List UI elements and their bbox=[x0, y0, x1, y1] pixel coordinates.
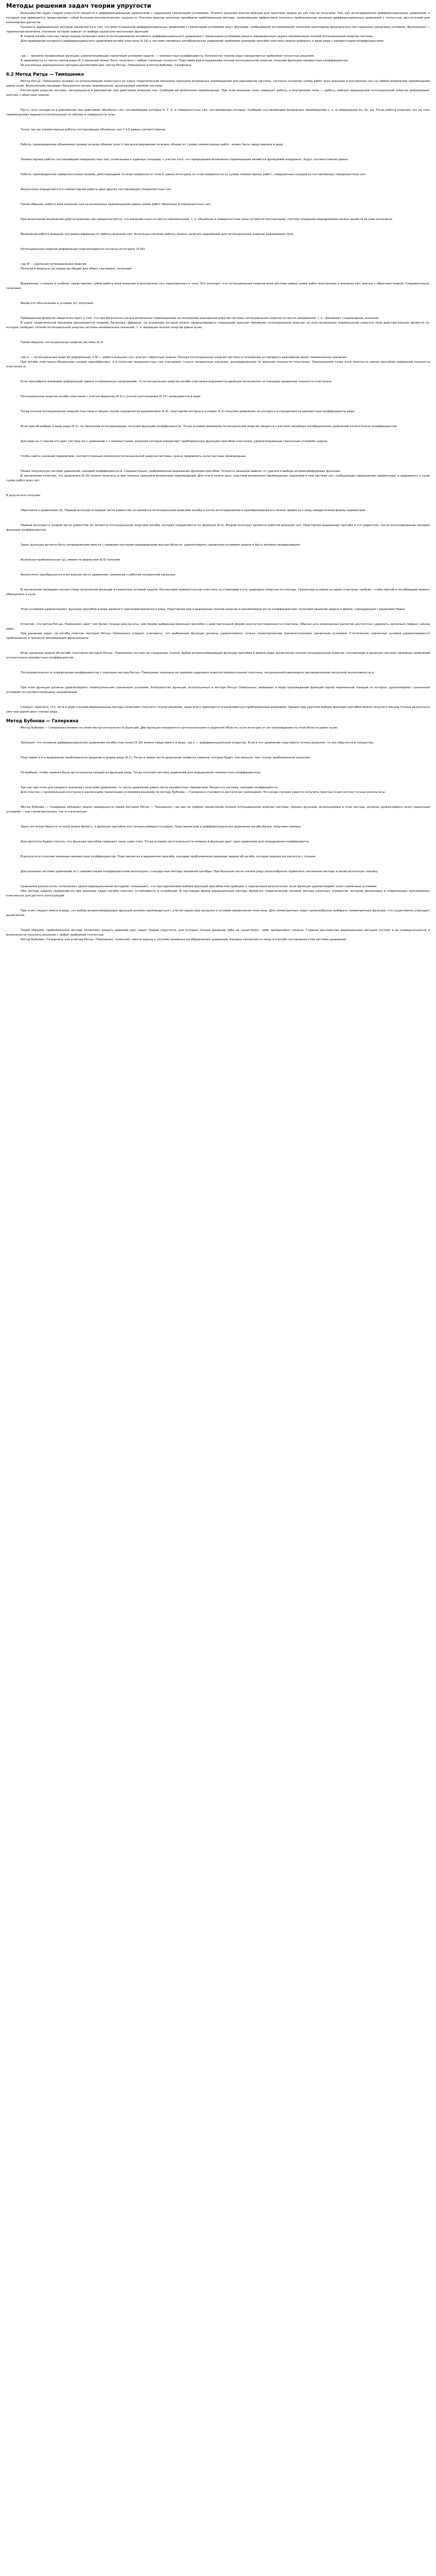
paragraph: Первый интеграл в правой части равенства (е) является потенциальной энергией изгиба, которая определяется по формуле (6.5). Второй интеграл является работой внешних сил. Подставляя выражение прогиба в это равенство, после интегрирования находим функцию коэффициентов. bbox=[6, 524, 430, 532]
paragraph: Для простоты будем считать, что функция прогибов содержит лишь один член. Тогда условие ортогональности невязки к функции дает одно уравнение для определения коэффициента. bbox=[21, 840, 310, 843]
equation-placeholder bbox=[6, 760, 430, 771]
equation-placeholder bbox=[6, 483, 430, 494]
paragraph: Для приведения основного дифференциального уравнения изгиба пластины (5.16) к системе линейных алгебраических уравнений требуемое значение прогиба пластины можно выбирать в виде ряда с неизвестными коэффициентами. bbox=[21, 40, 385, 43]
equation-placeholder bbox=[6, 291, 430, 301]
equation-placeholder bbox=[6, 498, 430, 509]
equation-placeholder bbox=[6, 132, 430, 143]
paragraph: В заключение проверим соответствие полученной функции и граничных условий задачи. Рассмотрим прямоугольную пластину со сторонами a и b, шарнирно опертую по контуру. Граничные условия на краях пластины требуют, чтобы прогиб и изгибающий момент обращались в нуль. bbox=[6, 588, 430, 596]
equation-placeholder bbox=[6, 192, 430, 202]
equation-placeholder bbox=[6, 918, 430, 928]
paragraph: Если пренебречь влиянием деформаций сдвига и нормальных напряжений, то потенциальная энергия изгиба пластинки выражается двойным интегралом по площади срединной плоскости пластинки: bbox=[21, 380, 332, 383]
paragraph: Отметим, что метод Ритца—Тимошенко дает тем более точные результаты, чем ближе выбранная функция прогибов к действительной форме изогнутой поверхности пластины. Обычно для инженерных расчетов достаточно удержать несколько первых членов ряда. bbox=[6, 623, 430, 631]
paragraph: Рассмотрим упругую систему, находящуюся в равновесии под действием внешних сил. Сообщим ей возможное перемещение. При этом внешние силы совершат работу, а внутренние силы — работу, равную приращению потенциальной энергии деформации, взятому с обратным знаком. bbox=[6, 89, 430, 97]
paragraph: где W — удельная потенциальная энергия. bbox=[21, 263, 88, 266]
paragraph: Следует заметить, что, хотя в ряде случаев вариационные методы позволяют получить точное решение, чаще всего приходится ограничиваться приближенным решением. Однако при удачном выборе функции прогибов можно получить весьма точные результаты уже при одном-двух членах ряда. bbox=[6, 706, 430, 714]
paragraph: Так как при этом для каждого значения i получаем уравнение, то число уравнений равно числу неизвестных параметров. Решая эту систему, находим коэффициенты. bbox=[21, 786, 278, 789]
equation-placeholder bbox=[6, 859, 430, 870]
equation-placeholder bbox=[6, 414, 430, 425]
equation-placeholder bbox=[6, 252, 430, 262]
paragraph: Метод Бубнова — Галеркина обладает рядом преимуществ перед методом Ритца — Тимошенко, так как не требует вычисления полной потенциальной энергии системы. Однако функции, используемые в этом методе, должны удовлетворять всем граничным условиям — как геометрическим, так и статическим. bbox=[6, 806, 430, 814]
equation-placeholder bbox=[6, 207, 430, 217]
paragraph: Элементарные работы составляющей поверхностных сил, отнесенные к единице площади, с учетом того, что приращения возможных перемещений являются функциями координат, будут соответственно равны bbox=[21, 158, 348, 161]
equation-placeholder bbox=[6, 548, 430, 558]
paragraph: Сущность вариационных методов заключается в том, что вместо решения дифференциальных уравнений с граничными условиями ищут функцию, сообщающую экстремальное значение некоторому функционалу при заданных граничных условиях. Функционал — переменная величина, значение которой зависит от выбора одной или нескольких функций. bbox=[6, 26, 430, 33]
equation-placeholder bbox=[6, 660, 430, 671]
paragraph: При решении задач по изгибу пластин методом Ритца—Тимошенко следует учитывать, что выбранные функции должны удовлетворять только геометрическим (кинематическим) граничным условиям. Статические граничные условия удовлетворяются приближенно в процессе минимизации функционала. bbox=[6, 632, 430, 640]
paragraph: Метод Ритца—Тимошенко основан на использовании известного из курса теоретической механики принципа возможных перемещений для равновесия системы, согласно которому сумма работ всех внешних и внутренних сил на любом возможном перемещении равна нулю. Возможными называют бесконечно малые перемещения, допускаемые связями системы. bbox=[6, 80, 430, 88]
equation-placeholder bbox=[6, 829, 430, 840]
paragraph: Возможная работа внешних сил равна вариации от работы внешних сил. Используя понятие работы, можно записать выражение для потенциальной энергии деформации тела: bbox=[21, 233, 294, 236]
equation-placeholder bbox=[6, 731, 430, 741]
equation-placeholder bbox=[6, 563, 430, 573]
equation-placeholder bbox=[6, 578, 430, 588]
paragraph: Точно так же элементарные работы составляющих объемных сил Y и Z равны соответственно bbox=[21, 128, 166, 131]
paragraph: Для решения системы уравнений (е) с неизвестными коэффициентами используют стандартные методы линейной алгебры. При большом числе членов ряда целесообразно применять численные методы и вычислительную технику. bbox=[21, 870, 379, 873]
paragraph: Итак, решение задачи об изгибе пластинки методом Ритца—Тимошенко состоит из следующих этапов: выбор аппроксимирующей функции прогибов в форме ряда; вычисление полной потенциальной энергии; составление и решение системы линейных уравнений относительно неизвестных коэффициентов. bbox=[6, 652, 430, 659]
document-page bbox=[0, 0, 436, 942]
paragraph: Сравнение результатов, полученных двумя вариационными методами, показывает, что при одинаковом выборе функций прогибов они приводят к одинаковым результатам, если функции удовлетворяют всем граничным условиям. bbox=[21, 885, 378, 888]
paragraph: Оба метода широко применяются при решении задач изгиба пластин, устойчивости и колебаний. В настоящее время вариационные методы являются теоретической основой метода конечных элементов, который реализован в современных программных комплексах для расчета конструкций. bbox=[6, 890, 430, 897]
paragraph: В теории изгиба пластин такой подход позволяет вместо интегрирования основного дифференциального уравнения с граничными условиями решать вариационную задачу минимизации полной потенциальной энергии системы. bbox=[21, 35, 374, 38]
equation-placeholder bbox=[6, 117, 430, 128]
paragraph: Подставим в это выражение приближенное решение в форме ряда (6.1). Тогда в левой части уравнения появится невязка, которая будет тем меньше, чем точнее приближенное решение. bbox=[21, 756, 311, 759]
equation-placeholder bbox=[6, 775, 430, 786]
paragraph: В курсе теоретической механики доказывается теорема Лагранжа—Дирихле, на основании которой можно сформулировать следующий принцип минимума потенциальной энергии: из всех возможных перемещений упругого тела действительным является то, которое сообщает полной потенциальной энергии системы минимальное значение, т. е. вариация полной энергии равна нулю. bbox=[6, 321, 430, 329]
paragraph: Чтобы найти значения параметров, соответствующих минимуму потенциальной энергии системы, нужно приравнять нулю частные производные: bbox=[21, 455, 247, 458]
equation-placeholder bbox=[6, 44, 430, 54]
equation-placeholder bbox=[6, 369, 430, 380]
equation-placeholder bbox=[6, 459, 430, 469]
paragraph: Метод Бубнова — Галеркина основан на свойстве ортогональности функций. Две функции называются ортогональными в заданной области, если интеграл от их произведения по этой области равен нулю. bbox=[21, 726, 338, 730]
equation-placeholder bbox=[6, 612, 430, 622]
equation-placeholder bbox=[6, 513, 430, 523]
paragraph: Этим условиям удовлетворяет функция прогибов в виде двойного тригонометрического ряда. Подставляя ряд в выражение полной энергии и минимизируя ее по коэффициентам, получаем решение задачи в форме, совпадающей с решением Навье. bbox=[21, 608, 406, 611]
paragraph: При этом следует иметь в виду, что выбор аппроксимирующих функций должен производиться с учетом характера нагрузки и условий закрепления пластины. Для симметричных задач целесообразно выбирать симметричные функции, что существенно упрощает вычисления. bbox=[6, 909, 430, 917]
equation-placeholder bbox=[6, 745, 430, 756]
paragraph: Аналогично преобразуется и остальная часть уравнения, связанная с работой поперечной нагрузки. bbox=[21, 573, 176, 577]
equation-placeholder bbox=[6, 641, 430, 651]
equation-placeholder bbox=[6, 237, 430, 247]
paragraph: Здесь интеграл берется по всей длине балки L, а функция прогибов w(x) аппроксимируется рядом. Подставляя ряд в дифференциальное уравнение изгиба балки, получаем невязку. bbox=[21, 825, 302, 828]
equation-placeholder bbox=[6, 330, 430, 341]
equation-placeholder bbox=[6, 597, 430, 607]
paragraph: Здесь функции должны быть непрерывными вместе с первыми частными производными внутри области, удовлетворять граничным условиям задачи и быть линейно независимыми. bbox=[21, 544, 301, 547]
paragraph: Таким образом, потенциальная энергия системы (6.2) bbox=[21, 341, 103, 344]
page-title: Методы решения задач теории упругости bbox=[6, 2, 151, 9]
paragraph: где U — потенциальная энергия деформации, а W — работа внешних сил, взятая с обратным знаком. Полная потенциальная энергия системы в положении устойчивого равновесия имеет минимальное значение. bbox=[21, 356, 347, 359]
paragraph: Если прогиб выбран в виде ряда (6.1), то, выполнив интегрирование, получим функцию коэффициентов. Тогда условие минимума потенциальной энергии сводится к системе линейных алгебраических уравнений относительно коэффициентов: bbox=[21, 425, 397, 428]
paragraph: В зависимости от числа членов ряда (6.1) решение может быть получено с любой степенью точности. Подставив ряд в выражение полной потенциальной энергии, получим функцию неизвестных коэффициентов. bbox=[21, 59, 349, 62]
equation-placeholder bbox=[6, 345, 430, 355]
paragraph: Последовательность определения коэффициентов с помощью метода Ритца—Тимошенко показана на примере шарнирно опертой прямоугольной пластины, нагруженной равномерно распределенной нагрузкой интенсивности q: bbox=[21, 671, 375, 674]
equation-placeholder bbox=[6, 899, 430, 909]
paragraph: В результате получим значения неизвестных коэффициентов. Подставляя их в выражение прогиба, находим приближенное решение задачи об изгибе, которое хорошо согласуется с точным. bbox=[21, 855, 317, 858]
paragraph: Выражение, стоящее в скобках, представляет собой работу всех внешних и внутренних сил, приложенных к телу. Это означает, что потенциальная энергия всей системы равна сумме работ внутренних и внешних сил, взятых с обратным знаком. Следовательно, получаем bbox=[6, 282, 430, 290]
paragraph: Тогда полная потенциальная энергия пластины в общем случае определится выражением (6.4), подставляя которое в условие (6.3) получим уравнение, из которого и определяются неизвестные коэффициенты ряда. bbox=[21, 410, 355, 413]
paragraph: Потенциальная энергия деформации подсчитывается согласно интегралу (3.20): bbox=[21, 248, 146, 251]
equation-placeholder bbox=[6, 444, 430, 454]
paragraph: Запишем, что основное дифференциальное уравнение изгиба пластинки (5.16) можно представить в виде, где L — дифференциальный оператор. Если в это уравнение подставить точное решение, то оно обратится в тождество. bbox=[21, 741, 374, 744]
equation-placeholder bbox=[6, 533, 430, 543]
paragraph: Потенциальная энергия изгиба пластинки с учетом формулы (6.2) с учетом соотношения (5.17) записывается в виде bbox=[21, 395, 201, 398]
result-label: В результате получим bbox=[6, 494, 41, 497]
paragraph: При этом функции должны удовлетворять геометрическим граничным условиям. Большинство функций, используемых в методе Ритца—Тимошенко, выбирают в виде произведений функций одной переменной, каждая из которых удовлетворяет граничным условиям по соответствующему направлению. bbox=[6, 686, 430, 694]
paragraph: Решая полученную систему уравнений, находим коэффициенты и, следовательно, приближенное выражение функции прогибов. Точность решения зависит от удачного выбора аппроксимирующих функций. bbox=[21, 470, 341, 473]
equation-placeholder bbox=[6, 844, 430, 855]
section-heading: 6.2 Метод Ритца — Тимошенко bbox=[6, 72, 84, 77]
equation-placeholder bbox=[6, 272, 430, 282]
paragraph: Потребуем, чтобы невязка была ортогональна каждой из функций ряда. Тогда получим систему уравнений для определения неизвестных коэффициентов: bbox=[21, 771, 261, 774]
paragraph: Для ряда из n членов это дает систему из n уравнений с n неизвестными, решение которой определяет приближенную функцию прогибов пластинки, удовлетворяющую граничным условиям задачи. bbox=[21, 440, 328, 443]
equation-placeholder bbox=[6, 874, 430, 885]
paragraph: Из различных вариационных методов рассмотрим два: метод Ритца—Тимошенко и метод Бубнова—Галеркина. bbox=[21, 64, 193, 67]
equation-placeholder bbox=[6, 815, 430, 825]
paragraph: Метод Бубнова—Галеркина, как и метод Ритца—Тимошенко, позволяет свести задачу к системе линейных алгебраических уравнений. Разница заключается лишь в способе составления этой системы уравнений. bbox=[21, 938, 347, 941]
paragraph: В заключение отметим, что уравнения (6.10) можно получить и при помощи принципа возможных перемещений. Для этого нужно дать пластине возможное перемещение, приложив к ней систему сил, сообщающих приращения параметрам, и приравнять к нулю сумму работ всех сил. bbox=[6, 474, 430, 482]
equation-placeholder bbox=[6, 306, 430, 316]
paragraph: где — линейно независимые функции, удовлетворяющие граничным условиям задачи; — неизвестные коэффициенты. Количество членов ряда определяется требуемой точностью решения. bbox=[21, 55, 315, 58]
paragraph: Пусть тело находится в равновесии под действием объемных сил, составляющие которых X, Y, Z, и поверхностных сил, составляющие которых. Сообщим составляющим возможных перемещений u, v, w приращения δu, δv, δw. Тогда работа внешних сил на этих перемещениях выразится интегралами по объему и поверхности тела. bbox=[6, 109, 430, 116]
paragraph: Таким образом, приближенные методы позволяют решать широкий круг задач теории упругости, для которых точные решения либо не существуют, либо чрезвычайно сложны. Главное достоинство вариационных методов состоит в их универсальности и возможности получать решения с любой требуемой точностью. bbox=[6, 929, 430, 937]
paragraph: Обратимся к уравнению (d). Первый интеграл в правой части равенства (е) является потенциальной энергией изгиба и после интегрирования и преобразования его можно привести к виду квадратичной формы параметров. bbox=[21, 509, 366, 512]
paragraph: Для пластин с произвольным контуром и различными граничными условиями решение по методу Бубнова — Галеркина становится достаточно громоздким. Но в ряде случаев удается получить простые и достаточно точные результаты. bbox=[21, 791, 386, 794]
paragraph: Вводя это обозначение в условие (е), получаем bbox=[21, 302, 94, 305]
paragraph: Большинство задач теории упругости сводится к дифференциальным уравнениям с заданными граничными условиями. Точного решения многие важные для практики задачи до сих пор не получили. Так, нет интегрирования дифференциальных уравнений, к которым они приводятся, представляют собой большие математические трудности. Поэтому важное значение приобрели приближенные методы, позволяющие эффективно получать приближенные решения дифференциальных уравнений с точностью, достаточной для инженерных расчетов. bbox=[6, 12, 430, 24]
equation-placeholder bbox=[6, 795, 430, 805]
equation-placeholder bbox=[6, 162, 430, 173]
equation-placeholder bbox=[6, 399, 430, 410]
section-heading: Метод Бубнова — Галеркина bbox=[6, 718, 79, 723]
paragraph: При вычислении возможной работы внешних сил предполагается, что внешние силы остаются неизменными, т. е. объемные и поверхностные силы остаются постоянными, поэтому операцию варьирования можно вынести за знак интеграла: bbox=[21, 218, 393, 221]
equation-placeholder bbox=[6, 98, 430, 108]
paragraph: Полагая в формуле (а) оператор общим для обеих слагаемых, получаем bbox=[21, 267, 132, 270]
paragraph: При изгибе пластинки объемными силами пренебрегают, а в качестве поверхностных сил учитывают только поперечную нагрузку, распределенную по верхней плоскости пластинки. Перемещения точек этой плоскости равны прогибам срединной плоскости пластинки w. bbox=[6, 361, 430, 368]
paragraph: Работа, произведенная поверхностными силами, действующими по всей поверхности тела S, равна интегралу по этой поверхности от суммы элементарных работ, совершенных каждой из составляющих поверхностных сил: bbox=[21, 173, 367, 176]
equation-placeholder bbox=[6, 429, 430, 439]
equation-placeholder bbox=[6, 177, 430, 188]
equation-placeholder bbox=[6, 222, 430, 232]
equation-placeholder bbox=[6, 147, 430, 158]
paragraph: Аналогично определяется и элементарная работа двух других составляющих поверхностных сил. bbox=[21, 188, 172, 191]
equation-placeholder bbox=[6, 675, 430, 686]
paragraph: Используя приближенную (g), имеем по формулам (6.5) получим bbox=[21, 558, 120, 562]
paragraph: Приведенная формула свидетельствует о том, что при бесконечно малых возможных перемещениях из положения равновесия упругой системы потенциальная энергия остается неизменной, т. е. принимает стационарное значение. bbox=[21, 317, 380, 320]
paragraph: Работа, произведенная объемными силами на всем объеме тела V при интегрировании по всему объему от суммы элементарных работ, может быть представлена в виде bbox=[21, 143, 283, 146]
equation-placeholder bbox=[6, 695, 430, 705]
equation-placeholder bbox=[6, 384, 430, 395]
paragraph: Таким образом, работа всех внешних сил на возможных перемещениях равна сумме работ объемных и поверхностных сил: bbox=[21, 203, 212, 206]
